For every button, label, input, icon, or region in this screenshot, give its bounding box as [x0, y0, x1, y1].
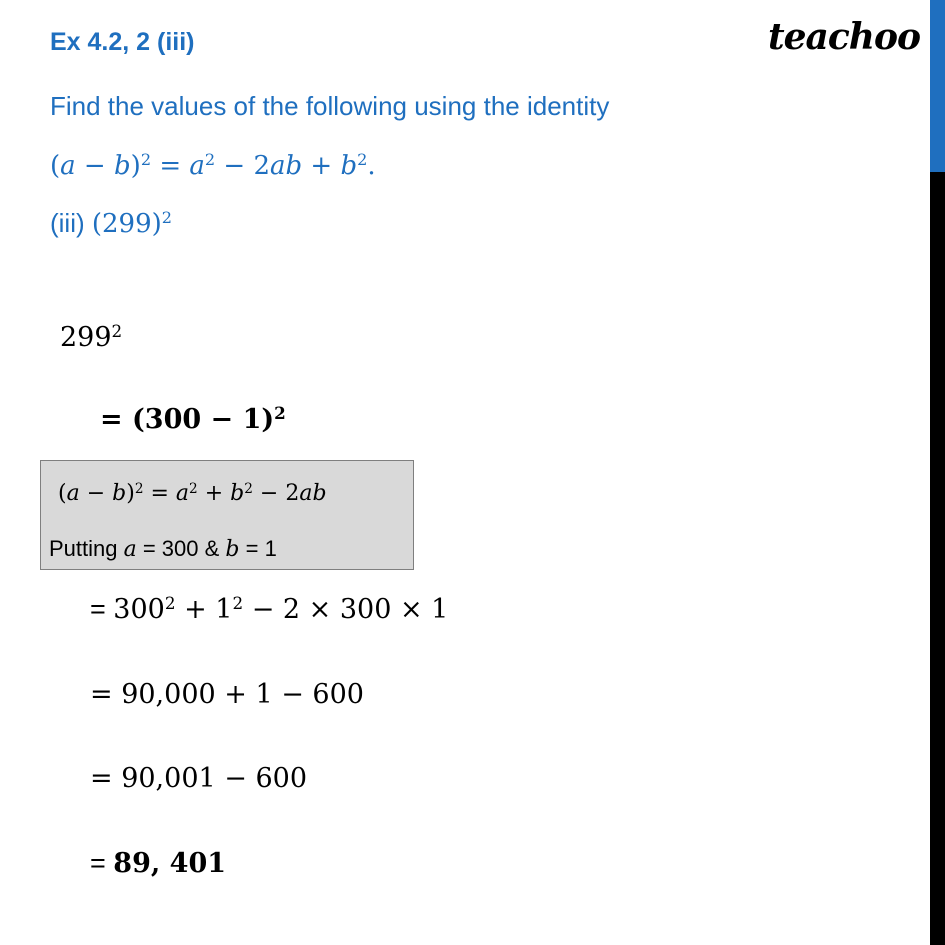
identity-formula: $(a - b)^2 = a^2 - 2ab + b^2$.	[50, 150, 376, 181]
final-answer: = 89, 401	[90, 848, 227, 879]
solution-step-1: = $(300 - 1)^2$	[100, 402, 286, 435]
solution-step-4: = 90,001 − 600	[90, 763, 308, 794]
hint-identity: $(a - b)^2 = a^2 + b^2 - 2ab$	[58, 480, 327, 506]
teachoo-logo: teachoo	[768, 16, 920, 58]
hint-box	[40, 460, 414, 570]
exercise-heading: Ex 4.2, 2 (iii)	[50, 28, 195, 56]
scrollbar-thumb[interactable]	[930, 0, 945, 172]
solution-step-0: $299^2$	[60, 320, 123, 353]
solution-step-3: = 90,000 + 1 − 600	[90, 679, 364, 710]
solution-step-2: = $300^2 + 1^2 - 2 \times 300 \times 1$	[90, 592, 449, 625]
question-part: (iii) $(299)^2$	[50, 208, 173, 239]
question-text: Find the values of the following using the identity	[50, 91, 610, 121]
hint-substitution: Putting a = 300 & b = 1	[49, 536, 277, 562]
